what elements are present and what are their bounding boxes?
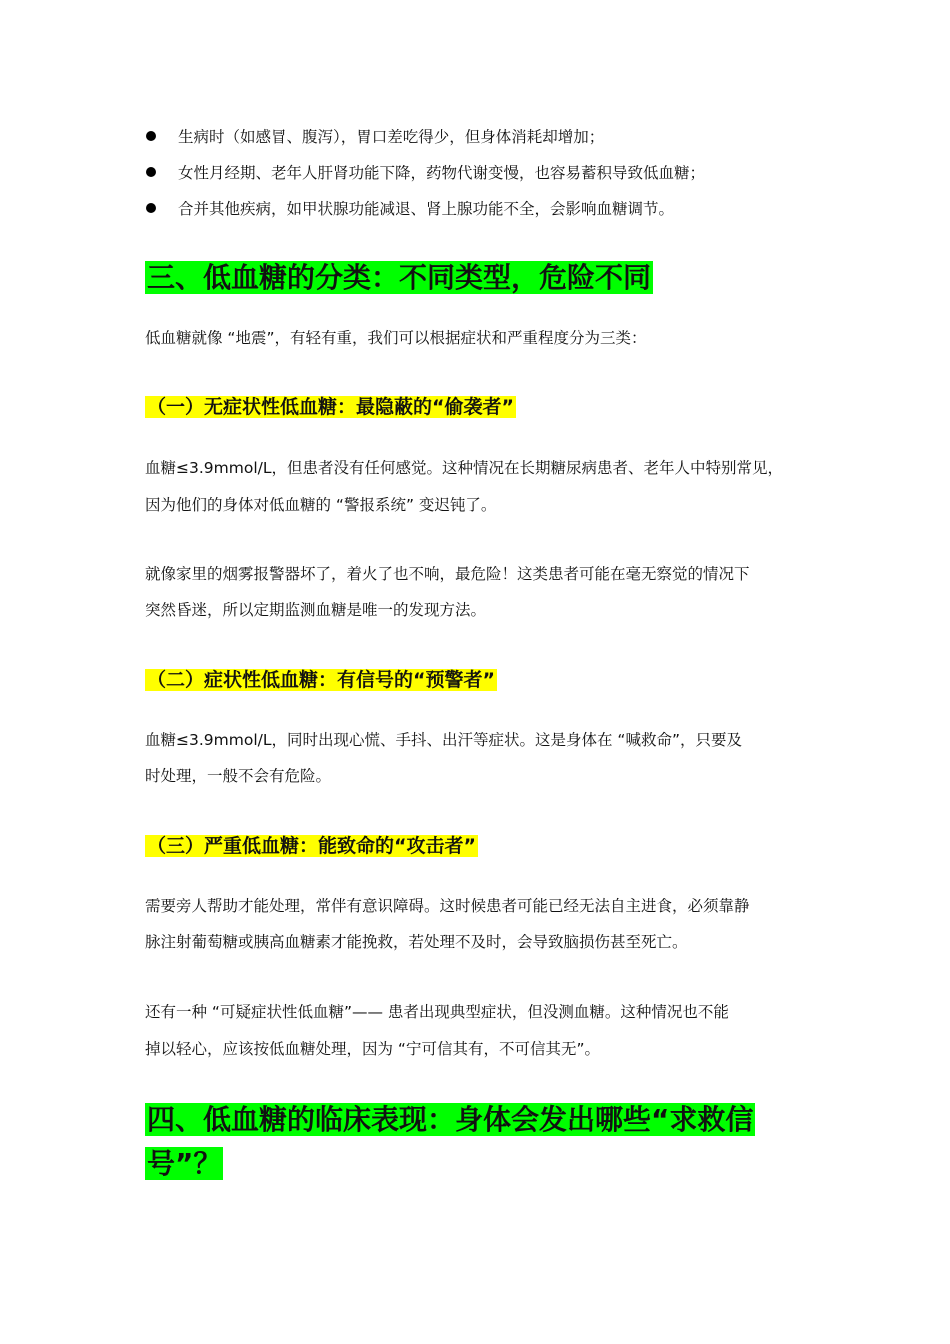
paragraph-line: 血糖≤3.9mmol/L，但患者没有任何感觉。这种情况在长期糖尿病患者、老年人中特别常见， <box>145 459 783 477</box>
subsection-heading <box>145 831 478 861</box>
section-heading <box>145 1098 755 1142</box>
bullet-icon <box>146 167 156 177</box>
section-intro: 低血糖就像 “地震”，有轻有重，我们可以根据症状和严重程度分为三类： <box>145 329 647 347</box>
subsection-heading-text: （二）症状性低血糖：有信号的“预警者” <box>147 669 495 691</box>
paragraph-line: 脉注射葡萄糖或胰高血糖素才能挽救，若处理不及时，会导致脑损伤甚至死亡。 <box>145 933 688 951</box>
paragraph-line: 需要旁人帮助才能处理，常伴有意识障碍。这时候患者可能已经无法自主进食，必须靠静 <box>145 897 750 915</box>
list-item-text: 女性月经期、老年人肝肾功能下降，药物代谢变慢，也容易蓄积导致低血糖； <box>178 164 706 182</box>
paragraph-line: 掉以轻心，应该按低血糖处理，因为 “宁可信其有，不可信其无”。 <box>145 1040 600 1058</box>
bullet-icon <box>146 203 156 213</box>
list-item <box>146 121 604 151</box>
section-heading-continued <box>145 1142 223 1186</box>
subsection-heading-text: （三）严重低血糖：能致命的“攻击者” <box>147 835 476 857</box>
paragraph-line: 血糖≤3.9mmol/L，同时出现心慌、手抖、出汗等症状。这是身体在 “喊救命”，只要及 <box>145 731 742 749</box>
subsection-heading <box>145 392 516 422</box>
subsection-heading-text: （一）无症状性低血糖：最隐蔽的“偷袭者” <box>147 396 514 418</box>
paragraph-line: 就像家里的烟雾报警器坏了，着火了也不响，最危险！这类患者可能在毫无察觉的情况下 <box>145 565 750 583</box>
section-heading <box>145 256 653 300</box>
paragraph-line: 因为他们的身体对低血糖的 “警报系统” 变迟钝了。 <box>145 496 497 514</box>
bullet-icon <box>146 131 156 141</box>
paragraph-line: 还有一种 “可疑症状性低血糖”—— 患者出现典型症状，但没测血糖。这种情况也不能 <box>145 1003 729 1021</box>
section-heading-text: 四、低血糖的临床表现：身体会发出哪些“求救信 <box>147 1103 754 1136</box>
paragraph-line: 突然昏迷，所以定期监测血糖是唯一的发现方法。 <box>145 601 487 619</box>
list-item <box>146 193 674 223</box>
paragraph-line: 时处理，一般不会有危险。 <box>145 767 332 785</box>
section-heading-text: 号”？ <box>147 1147 222 1180</box>
list-item-text: 合并其他疾病，如甲状腺功能减退、肾上腺功能不全，会影响血糖调节。 <box>178 200 675 218</box>
list-item <box>146 157 705 187</box>
list-item-text: 生病时（如感冒、腹泻），胃口差吃得少，但身体消耗却增加； <box>178 128 605 146</box>
section-heading-text: 三、低血糖的分类：不同类型，危险不同 <box>147 261 652 294</box>
subsection-heading <box>145 665 497 695</box>
